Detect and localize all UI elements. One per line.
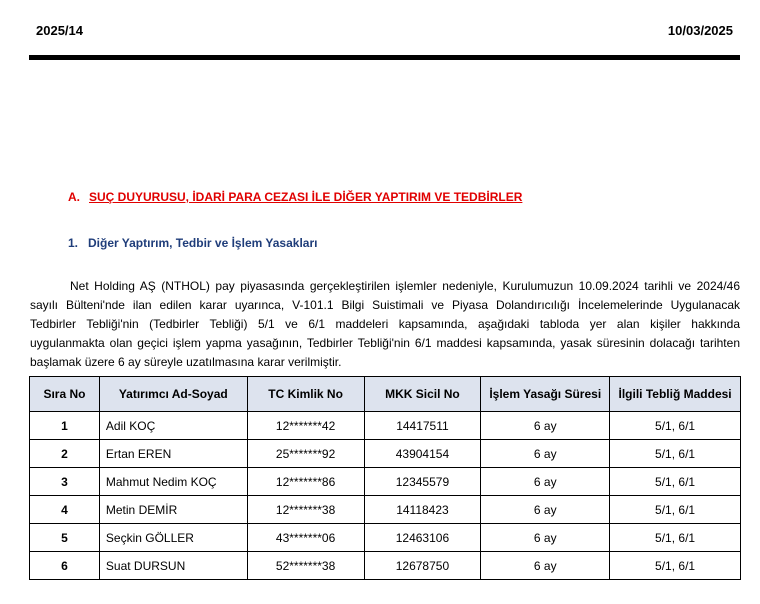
- table-row: [30, 496, 741, 524]
- cell-regulation-article: 5/1, 6/1: [610, 468, 741, 496]
- cell-sira-no: 2: [30, 440, 100, 468]
- table-row: [30, 524, 741, 552]
- col-header-sira-no: Sıra No: [30, 377, 100, 412]
- cell-mkk-sicil-no: 12345579: [364, 468, 481, 496]
- table-row: [30, 552, 741, 580]
- cell-regulation-article: 5/1, 6/1: [610, 412, 741, 440]
- paragraph-line: uygulanmakta olan geçici işlem yapma yasağının, Tedbirler Tebliği'nin 6/1 maddesi kapsamında, yasak süresinin dolacağı tarihten: [30, 336, 740, 350]
- bulletin-number: 2025/14: [36, 23, 83, 38]
- bulletin-date: 10/03/2025: [667, 23, 733, 38]
- cell-sira-no: 3: [30, 468, 100, 496]
- cell-investor-name: Metin DEMİR: [99, 496, 247, 524]
- cell-investor-name: Mahmut Nedim KOÇ: [99, 468, 247, 496]
- table-header-row: [30, 377, 741, 412]
- cell-mkk-sicil-no: 12463106: [364, 524, 481, 552]
- col-header-investor-name: Yatırımcı Ad-Soyad: [99, 377, 247, 412]
- sanctions-table: [29, 376, 741, 580]
- cell-tc-kimlik-no: 52*******38: [247, 552, 364, 580]
- cell-tc-kimlik-no: 12*******86: [247, 468, 364, 496]
- table-row: [30, 412, 741, 440]
- cell-ban-duration: 6 ay: [481, 496, 610, 524]
- section-heading: [68, 190, 522, 204]
- col-header-ban-duration: İşlem Yasağı Süresi: [481, 377, 610, 412]
- cell-investor-name: Seçkin GÖLLER: [99, 524, 247, 552]
- cell-ban-duration: 6 ay: [481, 440, 610, 468]
- subsection-title: Diğer Yaptırım, Tedbir ve İşlem Yasakları: [88, 236, 318, 250]
- section-letter: A.: [68, 190, 80, 204]
- cell-mkk-sicil-no: 14118423: [364, 496, 481, 524]
- cell-mkk-sicil-no: 14417511: [364, 412, 481, 440]
- cell-tc-kimlik-no: 25*******92: [247, 440, 364, 468]
- cell-ban-duration: 6 ay: [481, 524, 610, 552]
- cell-mkk-sicil-no: 12678750: [364, 552, 481, 580]
- cell-investor-name: Adil KOÇ: [99, 412, 247, 440]
- table-row: [30, 440, 741, 468]
- table-row: [30, 468, 741, 496]
- col-header-mkk-sicil-no: MKK Sicil No: [364, 377, 481, 412]
- cell-sira-no: 6: [30, 552, 100, 580]
- section-title: SUÇ DUYURUSU, İDARİ PARA CEZASI İLE DİĞER YAPTIRIM VE TEDBİRLER: [89, 190, 523, 204]
- cell-tc-kimlik-no: 12*******38: [247, 496, 364, 524]
- cell-regulation-article: 5/1, 6/1: [610, 496, 741, 524]
- decision-paragraph: [30, 277, 740, 372]
- col-header-tc-kimlik-no: TC Kimlik No: [247, 377, 364, 412]
- cell-investor-name: Suat DURSUN: [99, 552, 247, 580]
- cell-mkk-sicil-no: 43904154: [364, 440, 481, 468]
- cell-ban-duration: 6 ay: [481, 552, 610, 580]
- cell-sira-no: 4: [30, 496, 100, 524]
- cell-tc-kimlik-no: 12*******42: [247, 412, 364, 440]
- cell-ban-duration: 6 ay: [481, 412, 610, 440]
- cell-ban-duration: 6 ay: [481, 468, 610, 496]
- cell-regulation-article: 5/1, 6/1: [610, 440, 741, 468]
- cell-sira-no: 5: [30, 524, 100, 552]
- cell-sira-no: 1: [30, 412, 100, 440]
- paragraph-line: Net Holding AŞ (NTHOL) pay piyasasında gerçekleştirilen işlemler nedeniyle, Kurulumuzun 10.09.2024 tarihli ve 2024/46: [70, 279, 740, 293]
- cell-regulation-article: 5/1, 6/1: [610, 552, 741, 580]
- cell-tc-kimlik-no: 43*******06: [247, 524, 364, 552]
- header-rule: [29, 55, 740, 60]
- paragraph-line: başlamak üzere 6 ay süreyle uzatılmasına karar verilmiştir.: [30, 355, 342, 369]
- col-header-regulation-article: İlgili Tebliğ Maddesi: [610, 377, 741, 412]
- subsection-heading: [68, 236, 317, 250]
- paragraph-line: Tedbirler Tebliği'nin (Tedbirler Tebliği) 5/1 ve 6/1 maddeleri kapsamında, aşağıdaki tabloda yer alan kişiler hakkında: [30, 317, 740, 331]
- cell-regulation-article: 5/1, 6/1: [610, 524, 741, 552]
- subsection-number: 1.: [68, 236, 79, 250]
- cell-investor-name: Ertan EREN: [99, 440, 247, 468]
- paragraph-line: sayılı Bülteni'nde ilan edilen karar uyarınca, V-101.1 Bilgi Suistimali ve Piyasa Dolandırıcılığı İncelemelerinde Uygulanacak: [30, 298, 740, 312]
